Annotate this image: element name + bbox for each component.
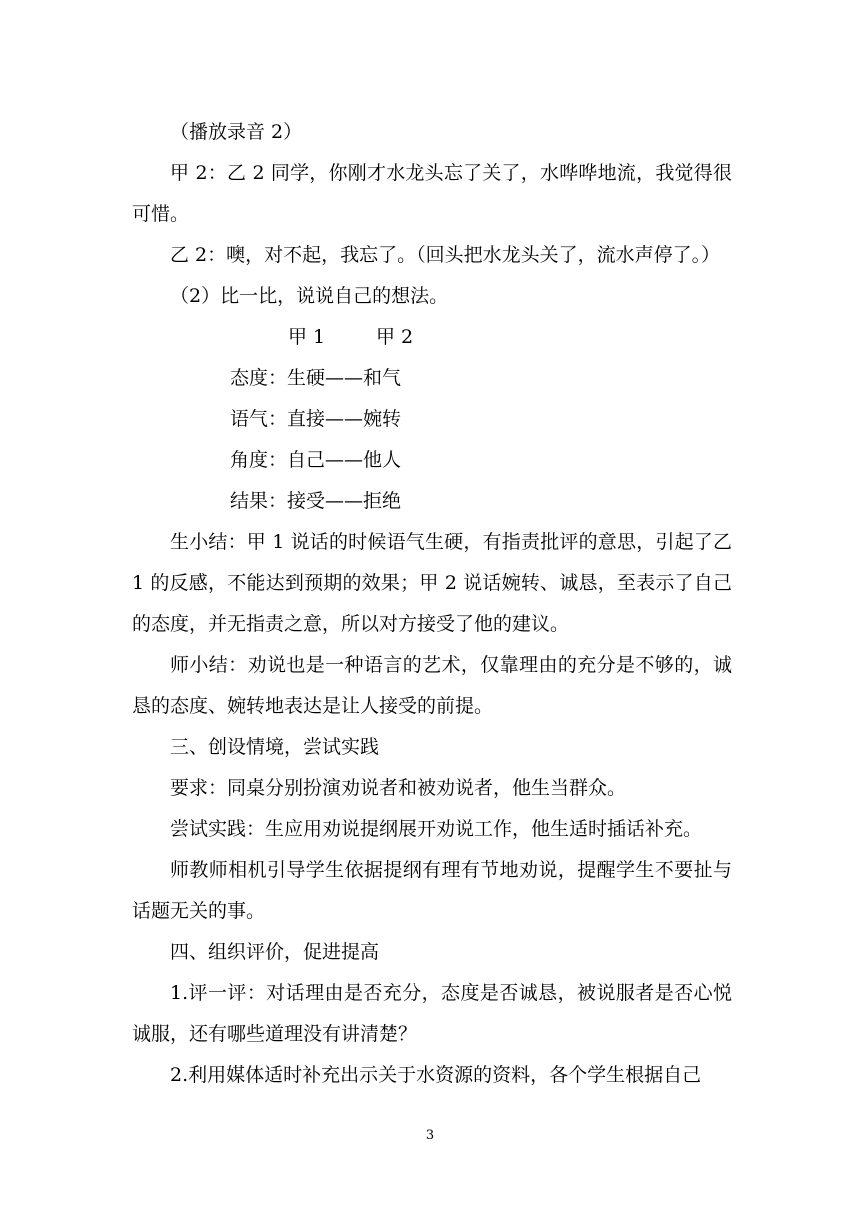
document-body [132,112,732,1096]
comparison-col-1: 甲 1 [288,326,326,348]
comparison-row: 语气：直接——婉转 [230,408,402,430]
paragraph: 甲 2：乙 2 同学，你刚才水龙头忘了关了，水哗哗地流，我觉得很可惜。 [132,162,732,225]
paragraph: 要求：同桌分别扮演劝说者和被劝说者，他生当群众。 [170,777,627,799]
paragraph: 乙 2：噢，对不起，我忘了。（回头把水龙头关了，流水声停了。） [170,244,721,266]
comparison-list [230,317,732,522]
paragraph: 师教师相机引导学生依据提纲有理有节地劝说，提醒学生不要扯与话题无关的事。 [132,859,732,922]
paragraph: （播放录音 2） [170,121,303,143]
comparison-row: 态度：生硬——和气 [230,367,402,389]
paragraph: 尝试实践：生应用劝说提纲展开劝说工作，他生适时插话补充。 [170,818,703,840]
section-heading: 四、组织评价，促进提高 [170,941,380,963]
paragraph: 师小结：劝说也是一种语言的艺术，仅靠理由的充分是不够的，诚恳的态度、婉转地表达是让人接受的前提。 [132,654,732,717]
comparison-col-2: 甲 2 [376,326,414,348]
section-heading: 三、创设情境，尝试实践 [170,736,380,758]
paragraph: 生小结：甲 1 说话的时候语气生硬，有指责批评的意思，引起了乙 1 的反感，不能达到预期的效果；甲 2 说话婉转、诚恳，至表示了自己的态度，并无指责之意，所以对方接受了他的建议。 [132,531,732,635]
page-number: 3 [425,1128,435,1143]
paragraph: 1.评一评：对话理由是否充分，态度是否诚恳，被说服者是否心悦诚服，还有哪些道理没有讲清楚？ [132,982,732,1045]
comparison-row: 结果：接受——拒绝 [230,490,402,512]
comparison-header [230,317,732,358]
paragraph: 2.利用媒体适时补充出示关于水资源的资料，各个学生根据自己 [170,1064,702,1086]
paragraph: （2）比一比，说说自己的想法。 [170,285,449,307]
comparison-row: 角度：自己——他人 [230,449,402,471]
